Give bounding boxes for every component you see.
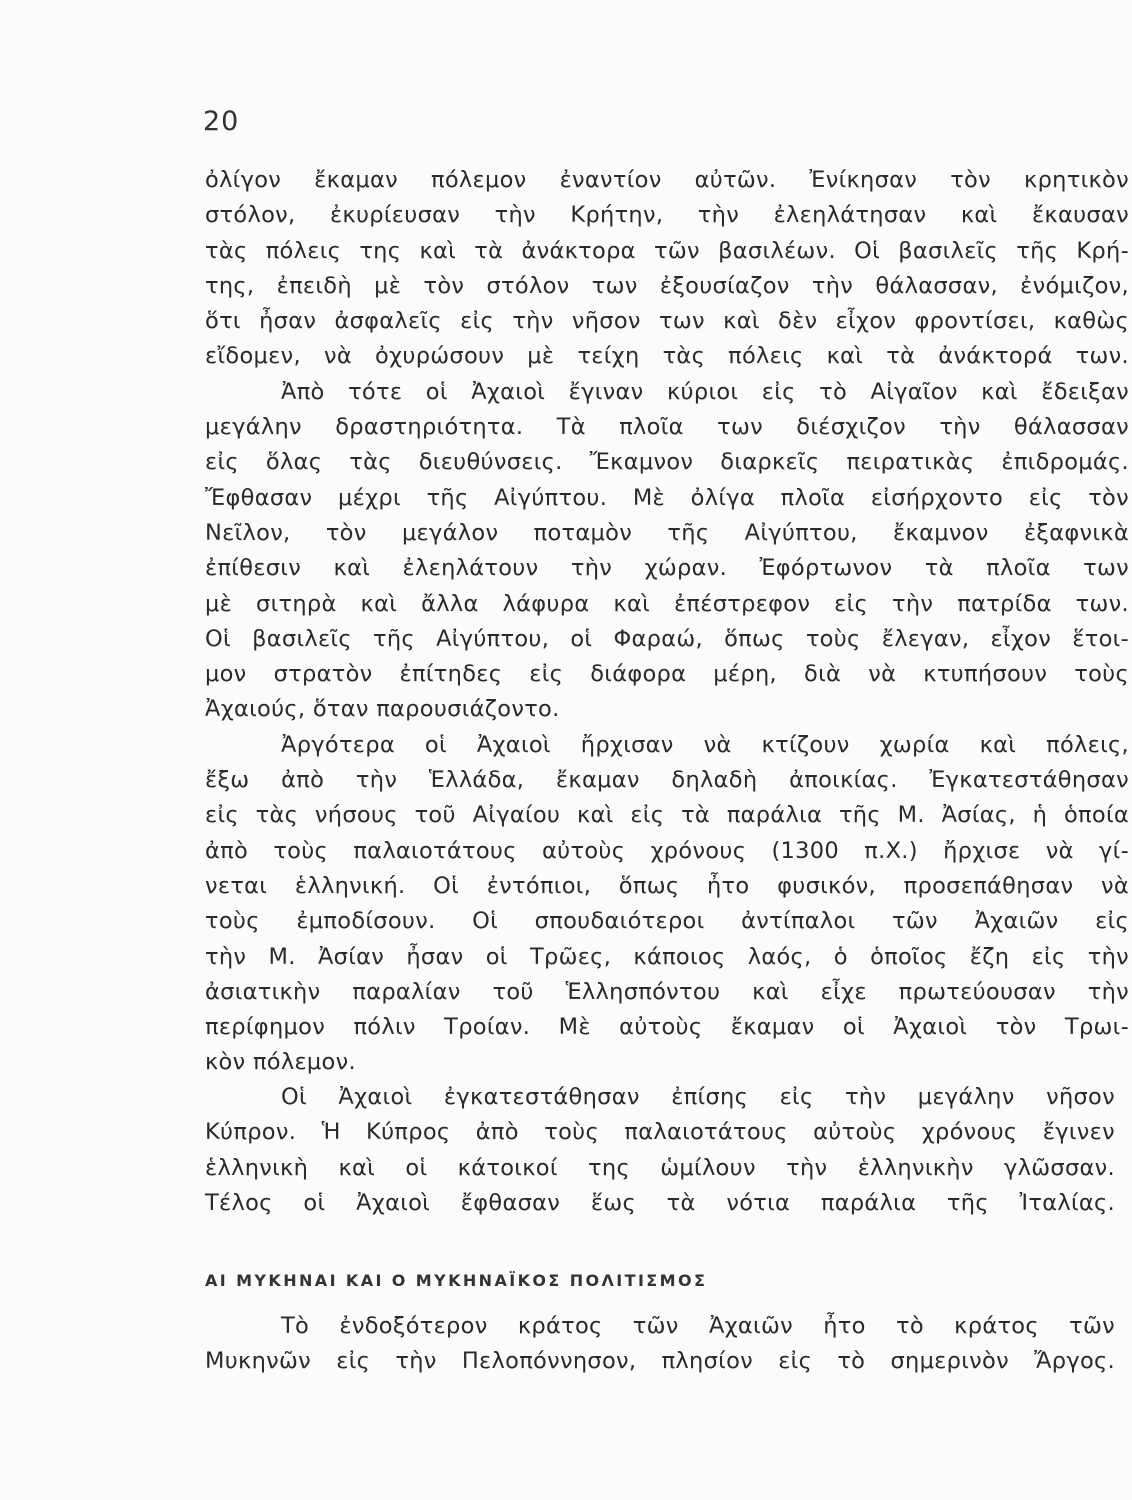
text-line: ἐπίθεσιν καὶ ἐλεηλάτουν τὴν χώραν. Ἐφόρτωνον τὰ πλοῖα των [205,555,1129,582]
text-line: μὲ σιτηρὰ καὶ ἄλλα λάφυρα καὶ ἐπέστρεφον εἰς τὴν πατρίδα των. [205,590,1129,617]
text-line: Ἀργότερα οἱ Ἀχαιοὶ ἤρχισαν νὰ κτίζουν χωρία καὶ πόλεις, [281,731,1129,758]
text-line: Τέλος οἱ Ἀχαιοὶ ἔφθασαν ἕως τὰ νότια παράλια τῆς Ἰταλίας. [205,1189,1115,1216]
text-line: Ἔφθασαν μέχρι τῆς Αἰγύπτου. Μὲ ὀλίγα πλοῖα εἰσήρχοντο εἰς τὸν [205,484,1129,511]
text-line: ἀσιατικὴν παραλίαν τοῦ Ἑλλησπόντου καὶ εἶχε πρωτεύουσαν τὴν [205,978,1129,1005]
text-line: ἑλληνικὴ καὶ οἱ κάτοικοί της ὡμίλουν τὴν ἑλληνικὴν γλῶσσαν. [205,1154,1115,1181]
text-line: Ἀχαιούς, ὅταν παρουσιάζοντο. [205,696,560,723]
text-line: στόλον, ἐκυρίευσαν τὴν Κρήτην, τὴν ἐλεηλάτησαν καὶ ἔκαυσαν [205,202,1129,229]
body-text-continued [205,1080,1115,1221]
text-line: Ἀπὸ τότε οἱ Ἀχαιοὶ ἔγιναν κύριοι εἰς τὸ Αἰγαῖον καὶ ἔδειξαν [281,378,1129,405]
paragraph [205,163,1129,375]
text-line: Οἱ βασιλεῖς τῆς Αἰγύπτου, οἱ Φαραώ, ὅπως τοὺς ἔλεγαν, εἶχον ἕτοι- [205,625,1129,652]
text-line: Κύπρον. Ἡ Κύπρος ἀπὸ τοὺς παλαιοτάτους αὐτοὺς χρόνους ἔγινεν [205,1119,1115,1146]
text-line: Νεῖλον, τὸν μεγάλον ποταμὸν τῆς Αἰγύπτου, ἔκαμνον ἐξαφνικὰ [205,519,1129,546]
body-text [205,163,1129,1081]
text-line: Οἱ Ἀχαιοὶ ἐγκατεστάθησαν ἐπίσης εἰς τὴν μεγάλην νῆσον [281,1084,1115,1110]
text-line: περίφημον πόλιν Τροίαν. Μὲ αὐτοὺς ἔκαμαν οἱ Ἀχαιοὶ τὸν Τρωι- [205,1014,1129,1041]
text-line: νεται ἑλληνική. Οἱ ἐντόπιοι, ὅπως ἦτο φυσικόν, προσεπάθησαν νὰ [205,872,1129,899]
text-line: εἰς ὅλας τὰς διευθύνσεις. Ἔκαμνον διαρκεῖς πειρατικὰς ἐπιδρομάς. [205,449,1129,476]
text-line: Τὸ ἐνδοξότερον κράτος τῶν Ἀχαιῶν ἦτο τὸ κράτος τῶν [281,1313,1115,1339]
paragraph [205,375,1129,728]
text-line: Μυκηνῶν εἰς τὴν Πελοπόννησον, πλησίον εἰς τὸ σημερινὸν Ἄργος. [205,1348,1115,1375]
text-line: εἰς τὰς νήσους τοῦ Αἰγαίου καὶ εἰς τὰ παράλια τῆς Μ. Ἀσίας, ἡ ὁποία [205,802,1129,829]
text-line: ἀπὸ τοὺς παλαιοτάτους αὐτοὺς χρόνους (1300 π.Χ.) ἤρχισε νὰ γί- [205,837,1129,864]
text-line: ὀλίγον ἔκαμαν πόλεμον ἐναντίον αὐτῶν. Ἐνίκησαν τὸν κρητικὸν [205,167,1129,193]
section-body [205,1309,1115,1380]
section-heading: ΑΙ ΜΥΚΗΝΑΙ ΚΑΙ Ο ΜΥΚΗΝΑΪΚΟΣ ΠΟΛΙΤΙΣΜΟΣ [205,1271,708,1290]
text-line: τὰς πόλεις της καὶ τὰ ἀνάκτορα τῶν βασιλέων. Οἱ βασιλεῖς τῆς Κρή- [205,237,1129,264]
text-line: της, ἐπειδὴ μὲ τὸν στόλον των ἐξουσίαζον τὴν θάλασσαν, ἐνόμιζον, [205,272,1129,299]
paragraph [205,1080,1115,1221]
text-line: τὴν Μ. Ἀσίαν ἦσαν οἱ Τρῶες, κάποιος λαός, ὁ ὁποῖος ἔζη εἰς τὴν [205,943,1129,970]
text-line: ὅτι ἦσαν ἀσφαλεῖς εἰς τὴν νῆσον των καὶ δὲν εἶχον φροντίσει, καθὼς [205,308,1129,335]
text-line: μον στρατὸν ἐπίτηδες εἰς διάφορα μέρη, διὰ νὰ κτυπήσουν τοὺς [205,661,1129,688]
text-line: μεγάλην δραστηριότητα. Τὰ πλοῖα των διέσχιζον τὴν θάλασσαν [205,414,1129,441]
paragraph [205,728,1129,1081]
text-line: ἔξω ἀπὸ τὴν Ἑλλάδα, ἔκαμαν δηλαδὴ ἀποικίας. Ἐγκατεστάθησαν [205,767,1129,794]
text-line: τοὺς ἐμποδίσουν. Οἱ σπουδαιότεροι ἀντίπαλοι τῶν Ἀχαιῶν εἰς [205,908,1129,935]
text-line: εἴδομεν, νὰ ὀχυρώσουν μὲ τείχη τὰς πόλεις καὶ τὰ ἀνάκτορά των. [205,343,1129,370]
text-line: κὸν πόλεμον. [205,1049,356,1076]
page-number: 20 [203,106,240,137]
